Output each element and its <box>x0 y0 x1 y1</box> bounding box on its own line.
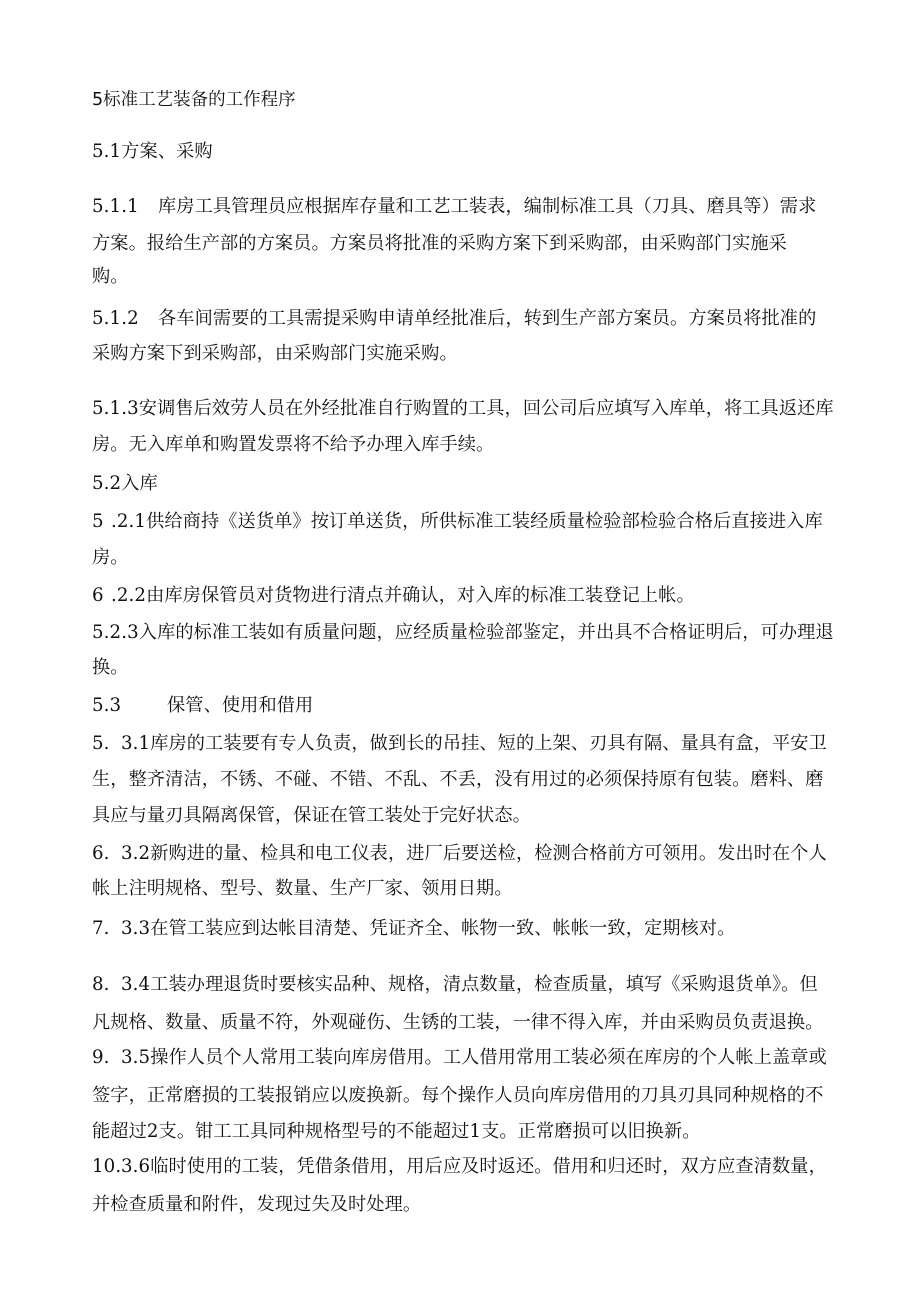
paragraph-5-1-1-line-1: 5.1.1 库房工具管理员应根据库存量和工艺工装表，编制标准工具（刀具、磨具等）需求 <box>92 196 817 217</box>
paragraph-5-1-2-line-2: 采购方案下到采购部，由采购部门实施采购。 <box>92 343 458 364</box>
paragraph-5-3-5-line-2: 签字，正常磨损的工装报销应以废换新。每个操作人员向库房借用的刀具刃具同种规格的不 <box>92 1085 824 1106</box>
paragraph-5-3-4-line-2: 凡规格、数量、质量不符，外观碰伤、生锈的工装，一律不得入库，并由采购员负责退换。 <box>92 1012 824 1033</box>
list-number: 10. <box>92 1156 122 1177</box>
subsection-5-2-title: 5.2入库 <box>92 473 158 494</box>
paragraph-5-2-1-line-2: 房。 <box>92 547 129 568</box>
clause-number: 5.1.1 <box>92 196 139 217</box>
list-number: 9. <box>92 1047 110 1068</box>
paragraph-5-3-1-line-1: 5. 3.1库房的工装要有专人负责，做到长的吊挂、短的上架、刃具有隔、量具有盒，平安卫 <box>92 733 827 754</box>
paragraph-5-3-6-line-2: 并检查质量和附件，发现过失及时处理。 <box>92 1194 422 1215</box>
subsection-5-3-title: 5.3 保管、使用和借用 <box>92 695 314 716</box>
list-number: 7. <box>92 918 110 939</box>
paragraph-5-2-3-line-1: 5.2.3入库的标准工装如有质量问题，应经质量检验部鉴定，并出具不合格证明后，可办理退 <box>92 622 834 643</box>
list-number: 6. <box>92 843 110 864</box>
paragraph-5-2-2-line-1: 6 .2.2由库房保管员对货物进行清点并确认，对入库的标准工装登记上帐。 <box>92 585 695 606</box>
list-number: 5. <box>92 733 110 754</box>
list-number: 6 <box>92 585 104 606</box>
paragraph-5-3-5-line-3: 能超过2支。钳工工具同种规格型号的不能超过1支。正常磨损可以旧换新。 <box>92 1121 701 1142</box>
paragraph-5-3-5-line-1: 9. 3.5操作人员个人常用工装向库房借用。工人借用常用工装必须在库房的个人帐上盖章或 <box>92 1047 827 1068</box>
paragraph-5-2-3-line-2: 换。 <box>92 657 129 678</box>
paragraph-5-3-6-line-1: 10.3.6临时使用的工装，凭借条借用，用后应及时返还。借用和归还时，双方应查清数量， <box>92 1156 827 1177</box>
paragraph-5-3-3-line-1: 7. 3.3在管工装应到达帐目清楚、凭证齐全、帐物一致、帐帐一致，定期核对。 <box>92 918 736 939</box>
clause-number: 5.1.2 <box>92 308 139 329</box>
subsection-5-1-title: 5.1方案、采购 <box>92 141 213 162</box>
paragraph-5-3-1-line-2: 生，整齐清洁，不锈、不碰、不错、不乱、不丢，没有用过的必须保持原有包装。磨料、磨 <box>92 769 824 790</box>
clause-number: 5.3 <box>92 695 122 716</box>
list-number: 8. <box>92 974 110 995</box>
section-heading: 5标准工艺装备的工作程序 <box>92 90 296 110</box>
paragraph-5-1-3-line-2: 房。无入库单和购置发票将不给予办理入库手续。 <box>92 434 495 455</box>
list-number: 5 <box>92 511 104 532</box>
paragraph-5-1-2-line-1: 5.1.2 各车间需要的工具需提采购申请单经批准后，转到生产部方案员。方案员将批准的 <box>92 308 817 329</box>
paragraph-5-2-1-line-1: 5 .2.1供给商持《送货单》按订单送货，所供标准工装经质量检验部检验合格后直接进入库 <box>92 511 823 532</box>
paragraph-5-3-2-line-2: 帐上注明规格、型号、数量、生产厂家、领用日期。 <box>92 878 513 899</box>
paragraph-5-3-1-line-3: 具应与量刃具隔离保管，保证在管工装处于完好状态。 <box>92 805 531 826</box>
paragraph-5-1-1-line-2: 方案。报给生产部的方案员。方案员将批准的采购方案下到采购部，由采购部门实施采 <box>92 233 787 254</box>
paragraph-5-1-3-line-1: 5.1.3安调售后效劳人员在外经批准自行购置的工具，回公司后应填写入库单，将工具返还库 <box>92 398 834 419</box>
paragraph-5-1-1-line-3: 购。 <box>92 266 129 287</box>
paragraph-5-3-2-line-1: 6. 3.2新购进的量、检具和电工仪表，进厂后要送检，检测合格前方可领用。发出时在个人 <box>92 843 827 864</box>
paragraph-5-3-4-line-1: 8. 3.4工装办理退货时要核实品种、规格，清点数量，检查质量，填写《采购退货单》。但 <box>92 974 818 995</box>
